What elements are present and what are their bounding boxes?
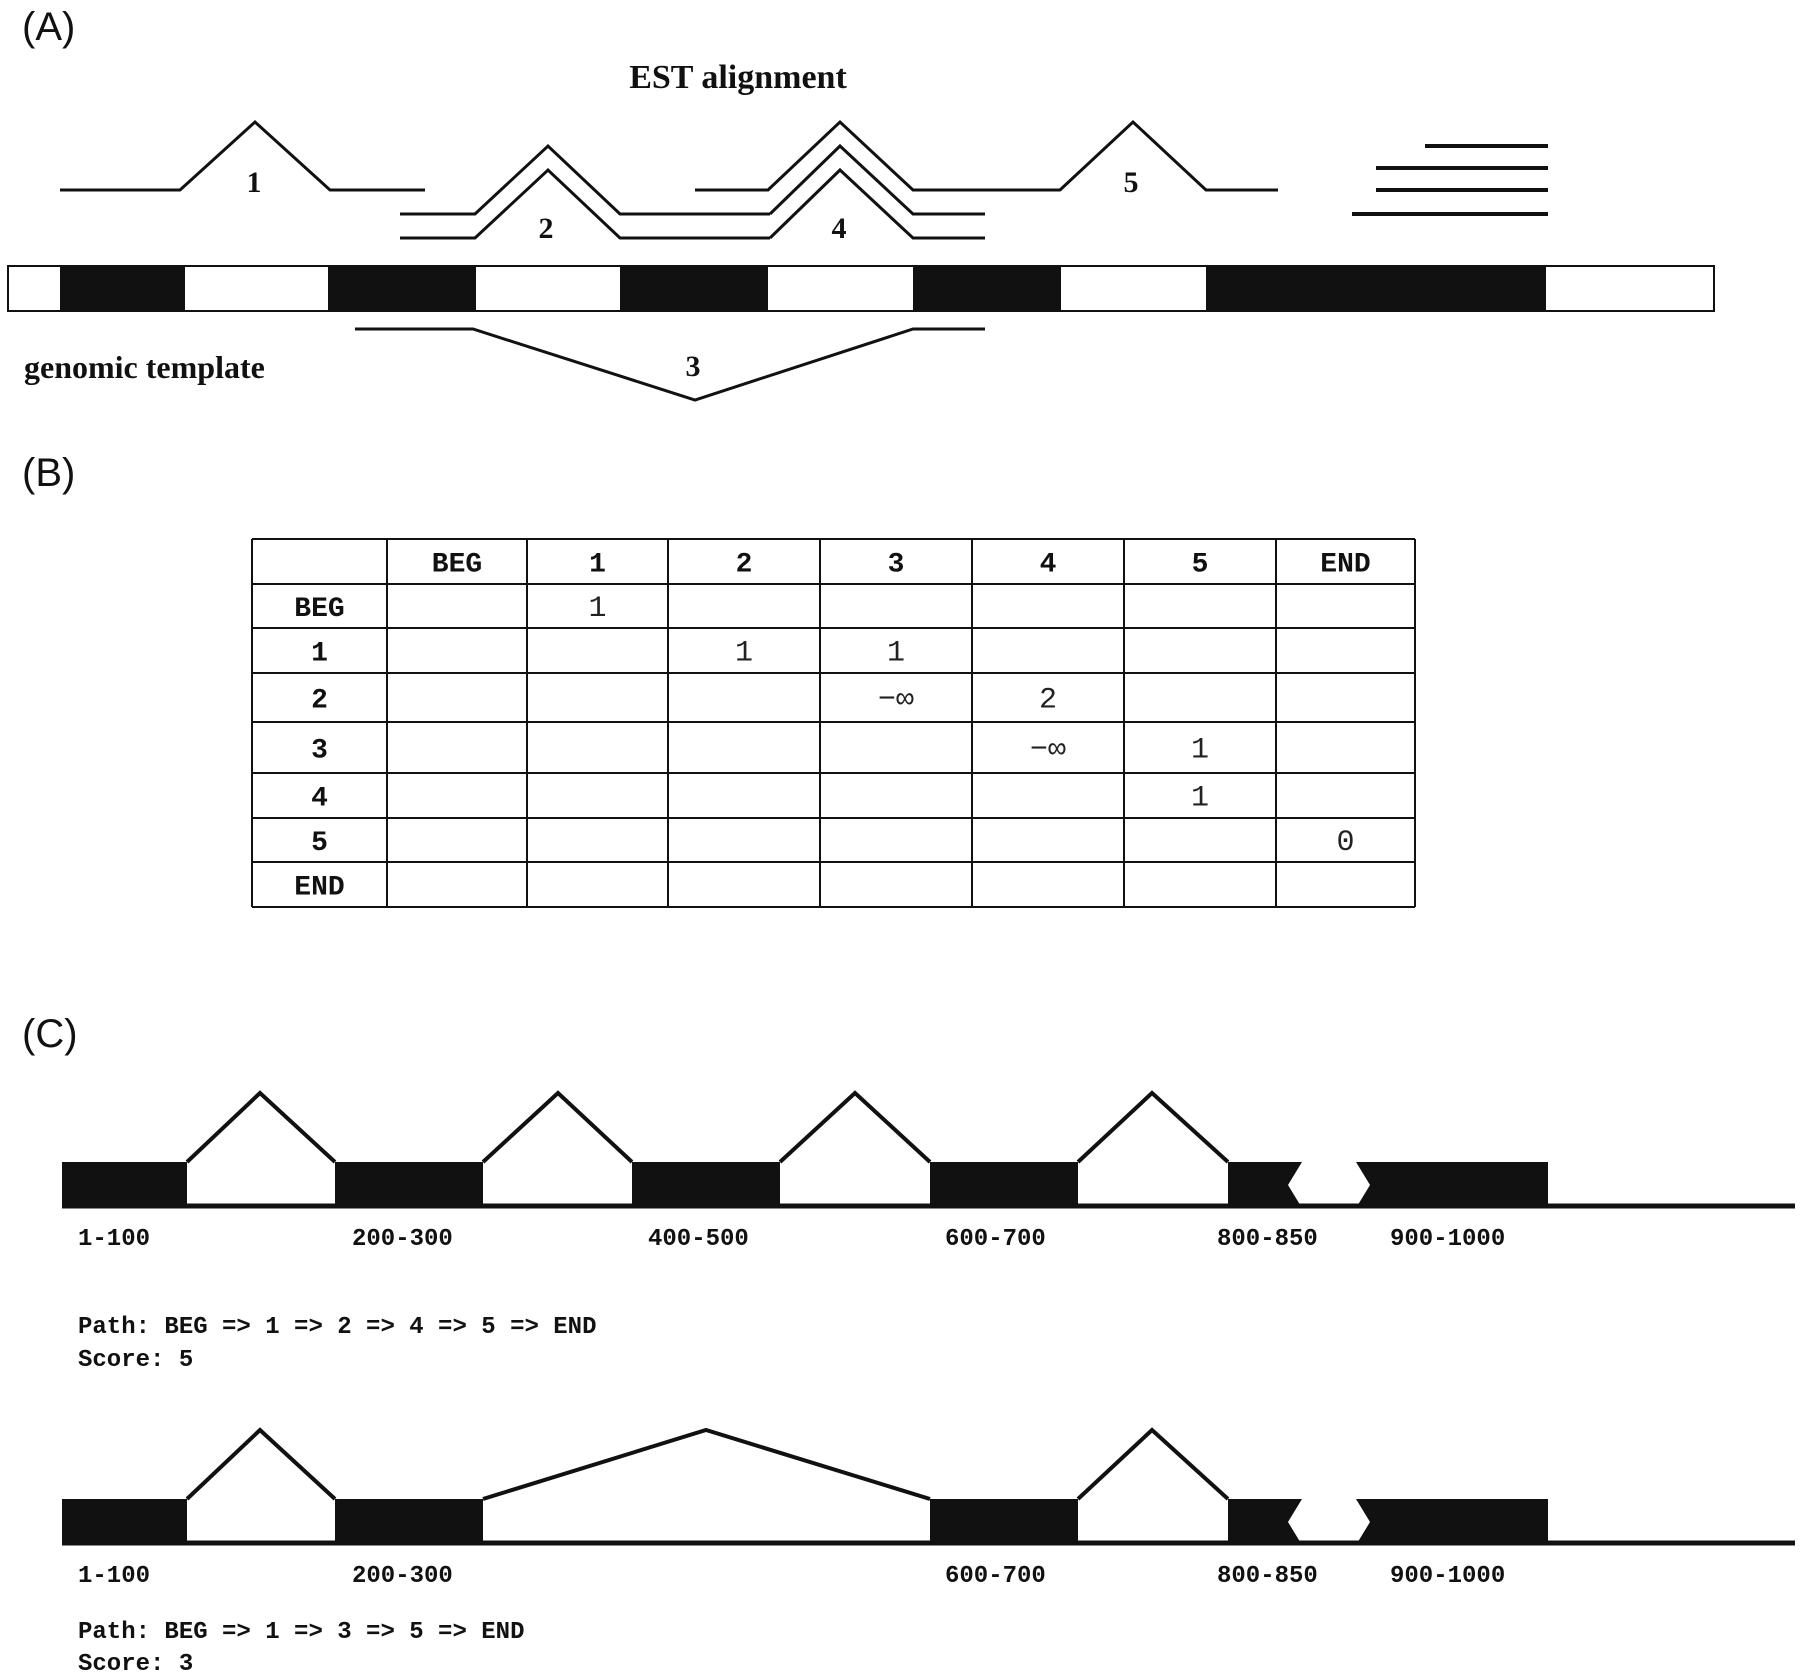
table-col-header: END <box>1320 549 1371 581</box>
template-exon-3 <box>620 267 768 310</box>
model-1-range-1: 1-100 <box>78 1226 151 1253</box>
table-cell-value: 2 <box>1038 683 1058 718</box>
model-1-score: Score: 5 <box>78 1347 194 1374</box>
est-3-number: 3 <box>685 350 701 383</box>
model-2-exon-5 <box>1356 1499 1548 1545</box>
table-row-header: END <box>294 872 345 904</box>
gene-model-2 <box>62 1430 1795 1676</box>
table-cell-value: 0 <box>1336 826 1355 860</box>
panel-b <box>22 451 1415 907</box>
table-cell-value: 1 <box>734 636 754 671</box>
model-2-range-1: 1-100 <box>78 1563 151 1590</box>
model-2-path: Path: BEG => 1 => 3 => 5 => END <box>78 1619 525 1646</box>
table-row-header: BEG <box>294 594 345 625</box>
model-1-exon-3 <box>632 1162 780 1208</box>
panel-b-label: (B) <box>22 451 76 495</box>
table-row-header: 5 <box>311 828 328 859</box>
table-row-header: 4 <box>311 783 328 815</box>
unspliced-ests <box>1352 146 1548 214</box>
est-1-number: 1 <box>246 166 262 199</box>
table-row-header: 2 <box>311 685 328 717</box>
model-1-range-2: 200-300 <box>352 1226 453 1253</box>
panel-c <box>22 1012 1795 1676</box>
est-4-number: 4 <box>831 212 847 245</box>
table-col-header: 4 <box>1039 549 1057 581</box>
panel-a-label: (A) <box>22 5 76 49</box>
est-2-number: 2 <box>538 212 554 245</box>
table-cell-value: −∞ <box>1029 733 1067 768</box>
table-row-header: 3 <box>311 735 328 767</box>
panel-c-label: (C) <box>22 1012 78 1056</box>
est-4 <box>695 122 985 245</box>
table-cell-value: 1 <box>886 636 906 671</box>
table-col-header: 1 <box>589 549 606 581</box>
model-1-exon-6 <box>1356 1162 1548 1208</box>
model-1-range-6: 900-1000 <box>1390 1226 1506 1253</box>
template-exon-5 <box>1206 267 1546 310</box>
model-2-exon-2 <box>335 1499 483 1545</box>
est-5 <box>913 122 1278 199</box>
table-cell-value: 1 <box>1190 733 1210 768</box>
genomic-template-label: genomic template <box>24 349 265 385</box>
model-2-range-4: 800-850 <box>1217 1563 1318 1590</box>
genomic-template-bar <box>8 266 1714 311</box>
model-2-exon-1 <box>62 1499 187 1545</box>
panel-a <box>8 5 1714 400</box>
table-col-header: 2 <box>735 549 753 581</box>
model-2-score: Score: 3 <box>78 1651 194 1676</box>
est-1 <box>60 122 425 199</box>
table-cell-value: 1 <box>588 592 607 626</box>
model-1-exon-5 <box>1228 1162 1302 1208</box>
score-table <box>252 539 1415 907</box>
model-2-range-3: 600-700 <box>945 1563 1046 1590</box>
table-col-header: BEG <box>431 549 483 581</box>
model-1-exon-1 <box>62 1162 187 1208</box>
table-col-header: 3 <box>887 549 905 581</box>
est-2 <box>400 146 770 245</box>
table-col-header: 5 <box>1191 549 1209 581</box>
model-2-exon-4 <box>1228 1499 1302 1545</box>
gene-model-1 <box>62 1093 1795 1374</box>
model-2-range-2: 200-300 <box>352 1563 453 1590</box>
est-alignment-title: EST alignment <box>629 59 847 96</box>
model-1-exon-4 <box>930 1162 1078 1208</box>
template-exon-1 <box>60 267 185 310</box>
model-1-range-5: 800-850 <box>1217 1226 1318 1253</box>
model-2-exon-3 <box>930 1499 1078 1545</box>
table-row-header: 1 <box>311 638 328 670</box>
model-2-range-5: 900-1000 <box>1390 1563 1506 1590</box>
template-exon-4 <box>913 267 1061 310</box>
est-3 <box>355 329 985 400</box>
model-1-range-3: 400-500 <box>648 1226 749 1253</box>
model-1-range-4: 600-700 <box>945 1226 1046 1253</box>
table-cell-value: 1 <box>1190 781 1210 816</box>
template-exon-2 <box>328 267 476 310</box>
table-cell-value: −∞ <box>877 683 915 718</box>
est-5-number: 5 <box>1123 166 1139 199</box>
model-1-exon-2 <box>335 1162 483 1208</box>
model-1-path: Path: BEG => 1 => 2 => 4 => 5 => END <box>78 1314 597 1341</box>
